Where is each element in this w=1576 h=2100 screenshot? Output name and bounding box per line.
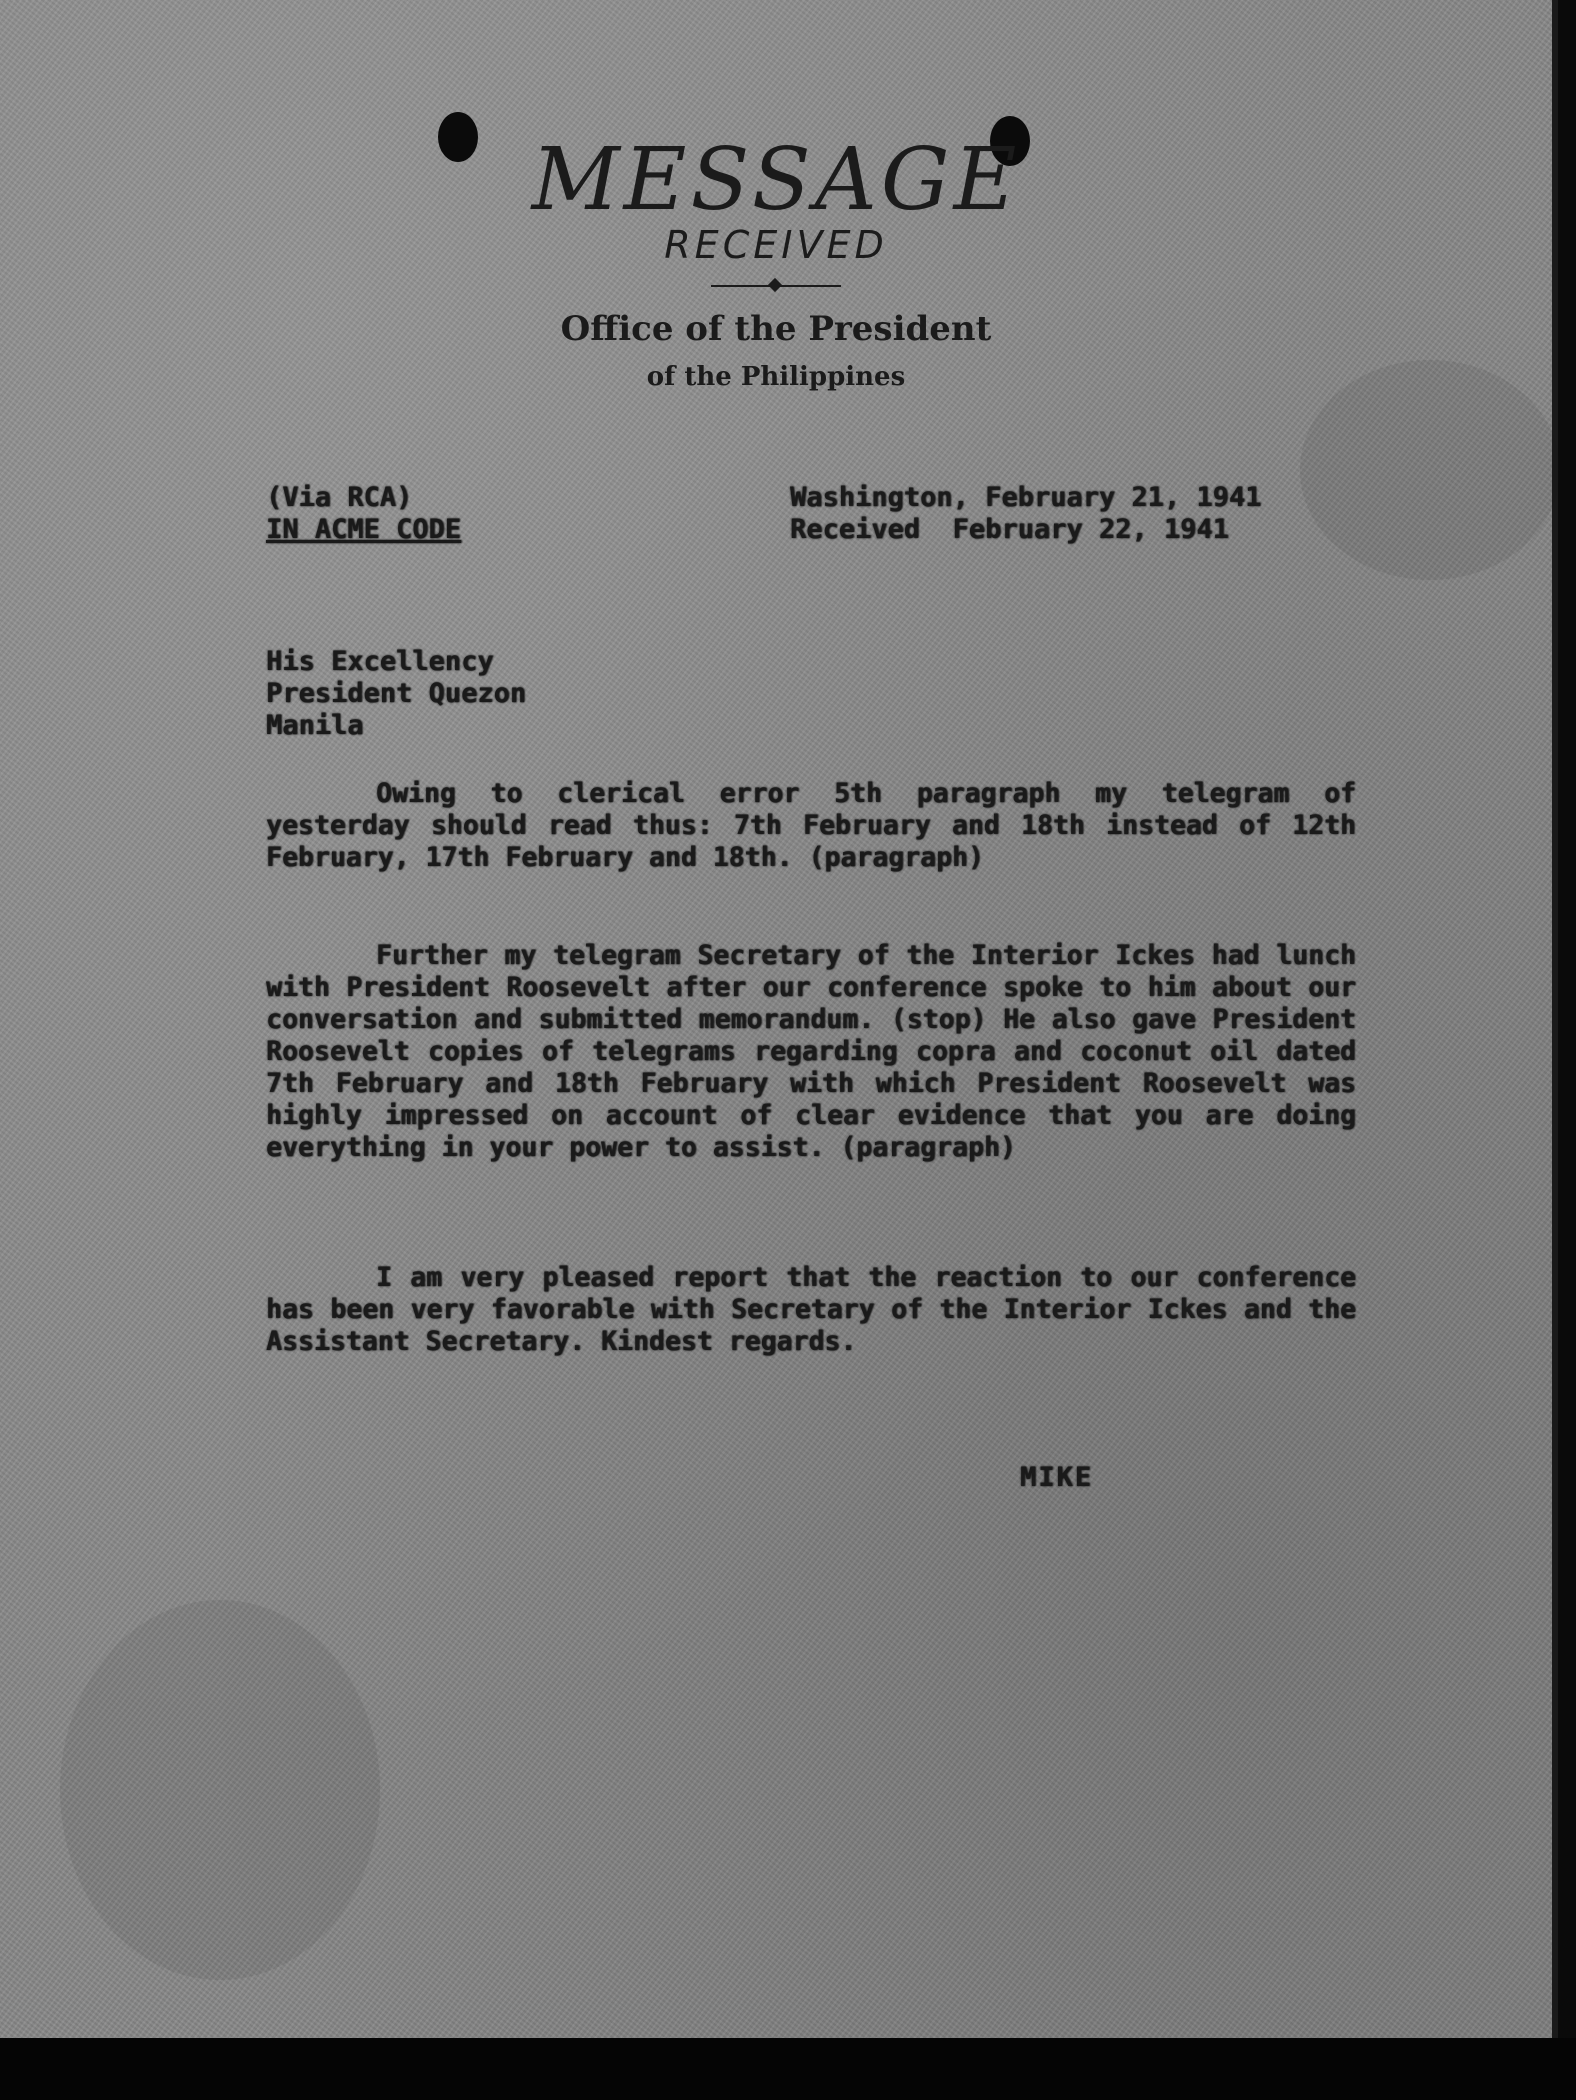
letterhead-office: Office of the President — [560, 309, 992, 349]
body-paragraph-2: Further my telegram Secretary of the Interior Ickes had lunch with President Roosevelt after our conference spoke to him about our conversation and submitted memorandum. (stop) He also gave President Roosevelt copies of telegrams regarding copra and coconut oil dated 7th February and 18th February with which President Roosevelt was highly impressed on account of clear evidence that you are doing everything in your power to assist. (paragraph) — [266, 940, 1356, 1163]
addressee-name: President Quezon — [266, 678, 527, 709]
sent-date: Washington, February 21, 1941 — [790, 482, 1262, 513]
letterhead-country: of the Philippines — [646, 362, 906, 392]
body-paragraph-3: I am very pleased report that the reaction to our conference has been very favorable with Secretary of the Interior Ickes and the Assistant Secretary. Kindest regards. — [266, 1262, 1356, 1357]
ornament-divider — [711, 279, 841, 293]
letterhead-subtitle: RECEIVED — [664, 223, 888, 267]
paper-stain — [1300, 360, 1560, 580]
paper-stain — [60, 1600, 380, 1980]
body-paragraph-1: Owing to clerical error 5th paragraph my telegram of yesterday should read thus: 7th February and 18th instead of 12th February, 17th February and 18th. (paragraph) — [266, 778, 1356, 873]
addressee-title: His Excellency — [266, 646, 494, 677]
transmission-code: IN ACME CODE — [266, 514, 462, 545]
transmission-via: (Via RCA) — [266, 482, 413, 513]
letterhead-title: MESSAGE — [531, 130, 1021, 230]
letterhead — [0, 130, 1552, 393]
signature: MIKE — [1020, 1462, 1094, 1493]
received-date: Received February 22, 1941 — [790, 514, 1229, 545]
addressee-city: Manila — [266, 710, 364, 741]
scan-border — [0, 2038, 1576, 2100]
